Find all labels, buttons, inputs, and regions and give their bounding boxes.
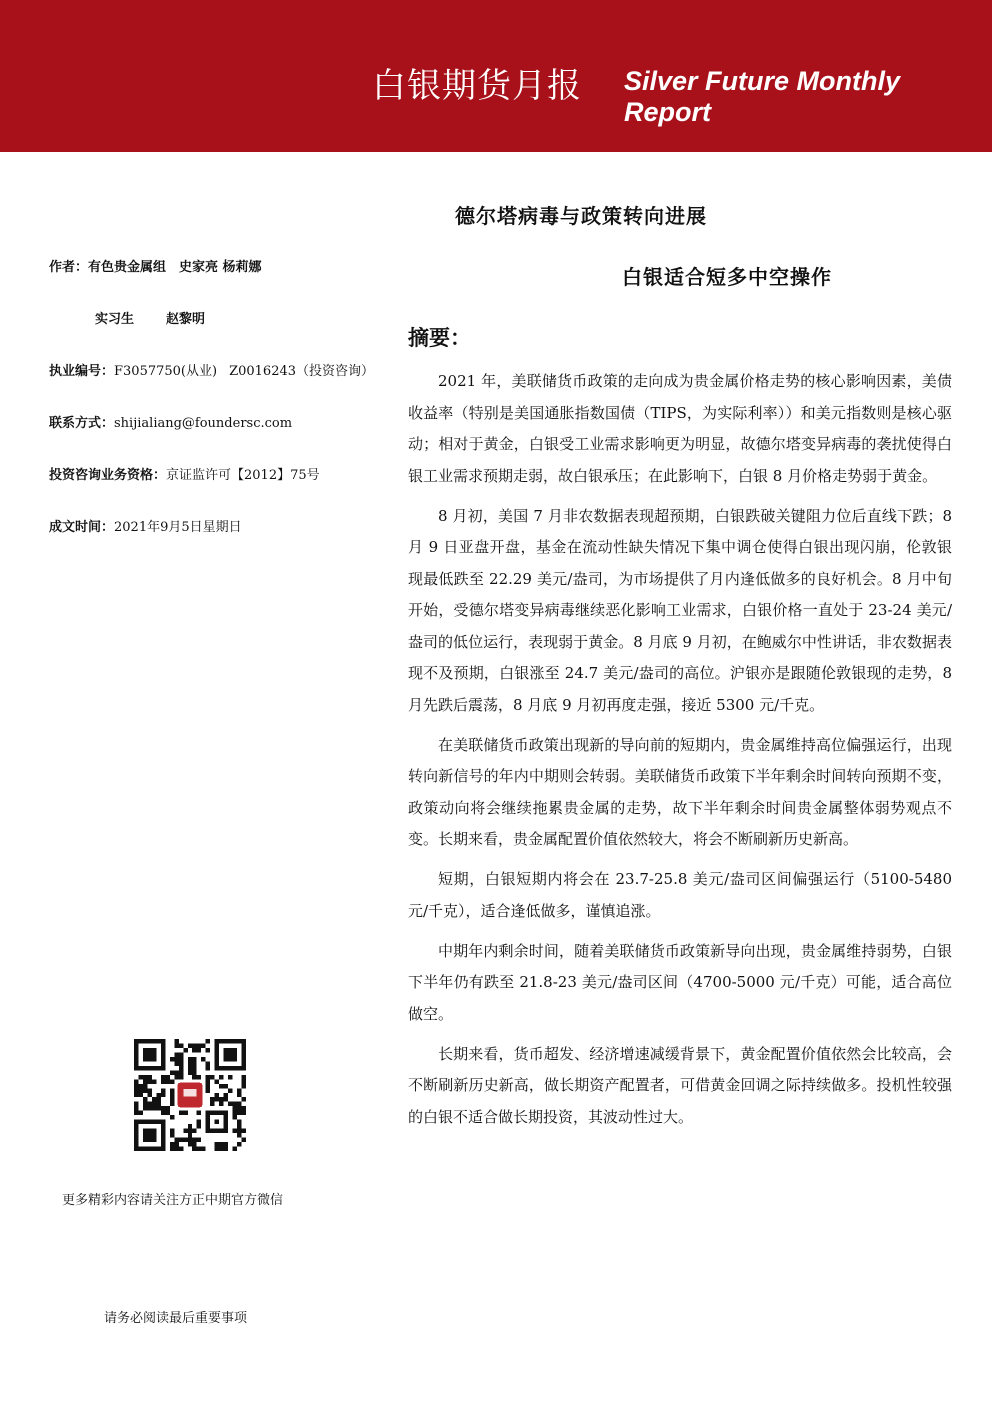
abstract-paragraph: 8 月初，美国 7 月非农数据表现超预期，白银跌破关键阻力位后直线下跌；8 月 9 日亚盘开盘，基金在流动性缺失情况下集中调仓使得白银出现闪崩，伦敦银现最低跌至 22.29 美元/盎司，为市场提供了月内逢低做多的良好机会。8 月中旬开始，受德尔塔变异病毒继续恶化影响工业需求，白银价格一直处于 23-24 美元/盎司的低位运行，表现弱于黄金。8 月底 9 月初，在鲍威尔中性讲话，非农数据表现不及预期，白银涨至 24.7 美元/盎司的高位。沪银亦是跟随伦敦银现的走势，8 月先跌后震荡，8 月底 9 月初再度走强，接近 5300 元/千克。 — [408, 506, 952, 714]
header-title-cn: 白银期货月报 — [372, 66, 582, 106]
license-line — [49, 360, 374, 379]
license-value-1: F3057750(从业) — [114, 364, 218, 379]
author-label: 作者： — [49, 260, 89, 275]
abstract-paragraph: 短期，白银短期内将会在 23.7-25.8 美元/盎司区间偏强运行（5100-5480 元/千克），适合逢低做多，谨慎追涨。 — [408, 870, 952, 920]
license-label: 执业编号： — [49, 364, 115, 379]
header-title-en: Silver Future Monthly Report — [624, 66, 901, 127]
contact-value: shijialiang@foundersc.com — [114, 416, 293, 431]
qualification-line — [49, 464, 320, 483]
qualification-value: 京证监许可【2012】75号 — [166, 468, 320, 483]
report-subtitle: 白银适合短多中空操作 — [622, 265, 832, 289]
abstract-paragraph: 中期年内剩余时间，随着美联储货币政策新导向出现，贵金属维持弱势，白银下半年仍有跌至 21.8-23 美元/盎司区间（4700-5000 元/千克）可能，适合高位做空。 — [408, 941, 952, 1023]
intern-line — [95, 308, 205, 327]
abstract-paragraph: 长期来看，货币超发、经济增速减缓背景下，黄金配置价值依然会比较高，会不断刷新历史新高，做长期资产配置者，可借黄金回调之际持续做多。投机性较强的白银不适合做长期投资，其波动性过大。 — [408, 1044, 952, 1126]
license-value-2: Z0016243（投资咨询） — [229, 364, 375, 379]
abstract-body — [408, 366, 952, 1142]
abstract-heading: 摘要： — [408, 325, 471, 350]
intern-label: 实习生 — [95, 312, 135, 327]
abstract-paragraph: 在美联储货币政策出现新的导向前的短期内，贵金属维持高位偏强运行，出现转向新信号的年内中期则会转弱。美联储货币政策下半年剩余时间转向预期不变，政策动向将会继续拖累贵金属的走势，故下半年剩余时间贵金属整体弱势观点不变。长期来看，贵金属配置价值依然较大，将会不断刷新历史新高。 — [408, 735, 952, 848]
author-value: 有色贵金属组 史家亮 杨莉娜 — [88, 260, 262, 275]
important-notice: 请务必阅读最后重要事项 — [104, 1311, 248, 1326]
qr-code-icon — [134, 1039, 246, 1151]
contact-label: 联系方式： — [49, 416, 115, 431]
report-title: 德尔塔病毒与政策转向进展 — [455, 204, 707, 228]
date-label: 成文时间： — [49, 520, 115, 535]
intern-value: 赵黎明 — [166, 312, 206, 327]
abstract-paragraph: 2021 年，美联储货币政策的走向成为贵金属价格走势的核心影响因素，美债收益率（特别是美国通胀指数国债（TIPS，为实际利率））和美元指数则是核心驱动；相对于黄金，白银受工业需求影响更为明显，故德尔塔变异病毒的袭扰使得白银工业需求预期走弱，故白银承压；在此影响下，白银 8 月价格走势弱于黄金。 — [408, 372, 952, 485]
qualification-label: 投资咨询业务资格： — [49, 468, 167, 483]
qr-caption: 更多精彩内容请关注方正中期官方微信 — [62, 1193, 284, 1208]
author-line — [49, 256, 262, 275]
header-band — [0, 0, 992, 152]
date-line — [49, 516, 242, 535]
contact-line — [49, 412, 292, 431]
date-value: 2021年9月5日星期日 — [114, 520, 242, 535]
